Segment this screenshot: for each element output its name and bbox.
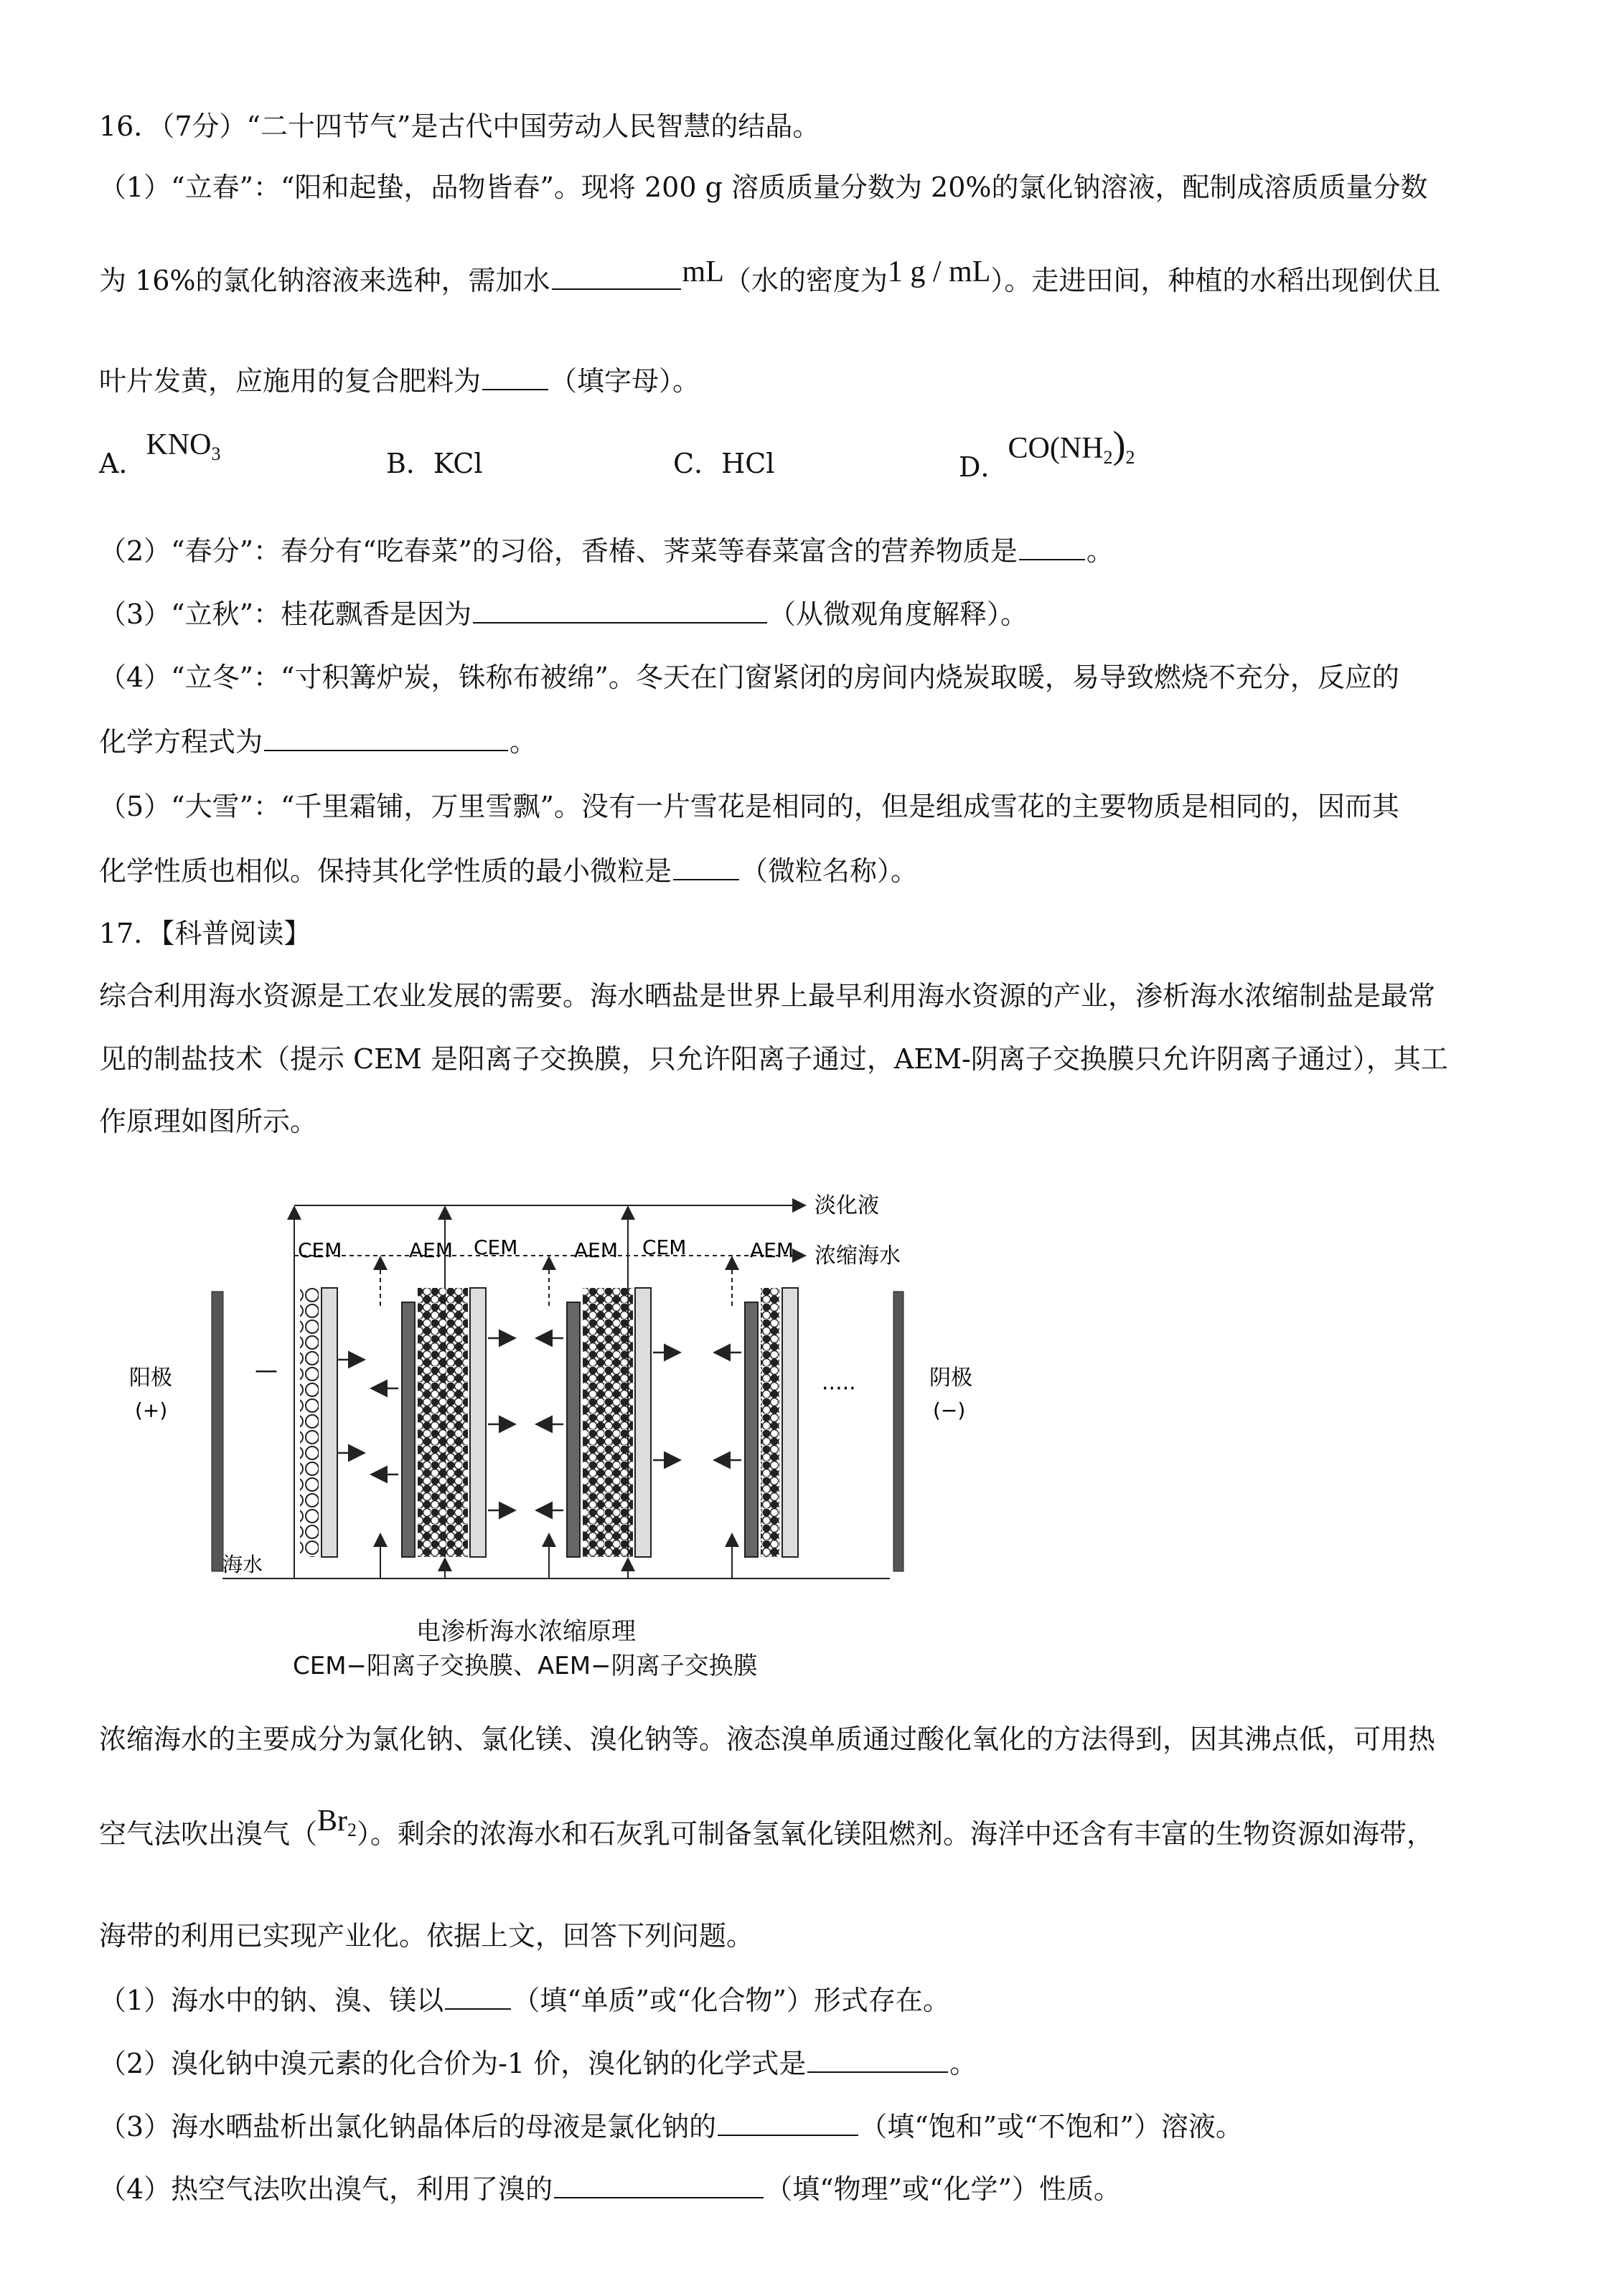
text: （3）海水晒盐析出氯化钠晶体后的母液是氯化钠的 [99, 2111, 717, 2142]
text: （从微观角度解释）。 [769, 598, 1028, 630]
text: ）。走进田间，种植的水稻出现倒伏且 [990, 265, 1441, 296]
option-label: D． [959, 451, 1008, 483]
aem-membrane [567, 1302, 580, 1557]
text: （4）热空气法吹出溴气，利用了溴的 [99, 2173, 553, 2205]
diagram-caption-2: CEM−阳离子交换膜、AEM−阴离子交换膜 [293, 1652, 758, 1680]
text: （3）“立秋”：桂花飘香是因为 [99, 598, 472, 630]
label-seawater: 海水 [222, 1553, 263, 1576]
q16-header: 16．（7分）“二十四节气”是古代中国劳动人民智慧的结晶。 [99, 110, 820, 142]
ion-column [418, 1288, 468, 1557]
q16-part5-line2 [99, 852, 918, 890]
q17-question-3 [99, 2108, 1243, 2145]
answer-blank-saturation[interactable] [718, 2109, 858, 2136]
option-d[interactable] [959, 423, 1135, 495]
label-cathode: 阴极 [929, 1365, 972, 1391]
diagram-caption-1: 电渗析海水浓缩原理 [416, 1617, 636, 1646]
q16-part2 [99, 532, 1114, 570]
answer-blank-fertilizer[interactable] [482, 363, 548, 390]
formula: $KNO_3$ [146, 428, 221, 464]
text: 。 [510, 726, 538, 758]
answer-blank-nutrient[interactable] [1019, 533, 1085, 560]
text: 。 [949, 2048, 977, 2079]
formula-br2: $Br_2$ [317, 1805, 357, 1840]
answer-blank-form[interactable] [445, 1982, 511, 2010]
label-aem-3: AEM [750, 1238, 794, 1262]
text: 化学方程式为 [99, 726, 263, 758]
answer-blank-microscopic[interactable] [473, 596, 767, 624]
q16-part5-line1: （5）“大雪”：“千里霜铺，万里雪飘”。没有一片雪花是相同的，但是组成雪花的主要物质是相同的，因而其 [99, 791, 1399, 822]
text: （微粒名称）。 [741, 855, 919, 887]
anode-plate [212, 1292, 223, 1571]
option-a[interactable] [99, 428, 221, 491]
text: （填字母）。 [550, 365, 700, 397]
cathode-plate [893, 1292, 903, 1571]
text: （1）海水中的钠、溴、镁以 [99, 1985, 444, 2016]
electrodialysis-diagram [115, 1177, 972, 1607]
label-cem-3: CEM [642, 1236, 687, 1259]
q17-intro-3: 作原理如图所示。 [99, 1106, 318, 1137]
text: 。 [1086, 535, 1114, 567]
q17-body-3: 海带的利用已实现产业化。依据上文，回答下列问题。 [99, 1920, 754, 1952]
answer-blank-particle[interactable] [673, 853, 739, 880]
q17-body-2 [99, 1805, 1435, 1862]
q17-intro-1: 综合利用海水资源是工农业发展的需要。海水晒盐是世界上最早利用海水资源的产业，渗析海水浓缩制盐是最常 [99, 980, 1436, 1012]
text: （2）“春分”：春分有“吃春菜”的习俗，香椿、荠菜等春菜富含的营养物质是 [99, 535, 1018, 567]
text: （填“饱和”或“不饱和”）溶液。 [860, 2111, 1243, 2142]
q16-part4-line1: （4）“立冬”：“寸积篝炉炭，铢称布被绵”。冬天在门窗紧闭的房间内烧炭取暖，易导致燃烧不充分，反应的 [99, 662, 1399, 693]
option-label: A． [99, 448, 146, 479]
cem-membrane [321, 1288, 337, 1557]
aem-membrane [402, 1302, 415, 1557]
text: 为 16%的氯化钠溶液来选种，需加水 [99, 265, 550, 296]
anode-dash: — [255, 1356, 278, 1383]
label-anode-sign: (+) [135, 1398, 168, 1422]
label-aem-2: AEM [574, 1238, 619, 1262]
label-cem-2: CEM [474, 1236, 518, 1259]
answer-blank-formula[interactable] [807, 2046, 948, 2073]
label-anode: 阳极 [129, 1365, 172, 1391]
text: 叶片发黄，应施用的复合肥料为 [99, 365, 482, 397]
text: ）。剩余的浓海水和石灰乳可制备氢氧化镁阻燃剂。海洋中还含有丰富的生物资源如海带， [357, 1818, 1435, 1850]
unit-ml: mL [682, 255, 724, 288]
q16-part1-line3 [99, 362, 700, 400]
q16-part1-line2 [99, 255, 1441, 299]
cathode-dots: ····· [822, 1376, 856, 1401]
ion-column [761, 1288, 779, 1557]
formula: $CO(NH_2)_2$ [1008, 423, 1135, 468]
label-cem-1: CEM [298, 1238, 342, 1262]
text: （水的密度为 [723, 265, 888, 296]
cem-membrane [782, 1288, 798, 1557]
q17-intro-2: 见的制盐技术（提示 CEM 是阳离子交换膜，只允许阳离子通过，AEM-阴离子交换膜只允许阴离子通过），其工 [99, 1043, 1448, 1075]
density-value: 1 g / mL [887, 255, 991, 288]
q17-question-4 [99, 2170, 1121, 2208]
q16-part3 [99, 596, 1028, 633]
label-dilute: 淡化液 [815, 1193, 879, 1218]
ion-column [583, 1288, 633, 1557]
label-concentrate: 浓缩海水 [815, 1243, 901, 1269]
answer-blank-equation[interactable] [264, 724, 508, 751]
text: 空气法吹出溴气（ [99, 1818, 318, 1850]
option-b[interactable]: B．KCl [386, 448, 483, 479]
q16-part1-line1: （1）“立春”：“阳和起蛰，品物皆春”。现将 200 g 溶质质量分数为 20%的氯化钠溶液，配制成溶质质量分数 [99, 171, 1428, 203]
q17-body-1: 浓缩海水的主要成分为氯化钠、氯化镁、溴化钠等。液态溴单质通过酸化氧化的方法得到，因其沸点低，可用热 [99, 1723, 1436, 1755]
q17-question-2 [99, 2045, 977, 2082]
aem-membrane [745, 1302, 758, 1557]
text: （填“物理”或“化学”）性质。 [765, 2173, 1121, 2205]
q16-part4-line2 [99, 723, 537, 761]
option-c[interactable]: C．HCl [673, 448, 775, 479]
answer-blank-water[interactable] [552, 263, 681, 290]
ion-column [300, 1288, 319, 1557]
label-cathode-sign: (−) [933, 1398, 966, 1422]
cem-membrane [470, 1288, 486, 1557]
label-aem-1: AEM [409, 1238, 454, 1262]
text: （填“单质”或“化合物”）形式存在。 [512, 1985, 950, 2016]
q17-question-1 [99, 1982, 950, 2019]
q17-header: 17．【科普阅读】 [99, 918, 311, 949]
text: 化学性质也相似。保持其化学性质的最小微粒是 [99, 855, 672, 887]
cem-membrane [635, 1288, 651, 1557]
answer-blank-property[interactable] [554, 2171, 764, 2198]
text: （2）溴化钠中溴元素的化合价为-1 价，溴化钠的化学式是 [99, 2048, 807, 2079]
